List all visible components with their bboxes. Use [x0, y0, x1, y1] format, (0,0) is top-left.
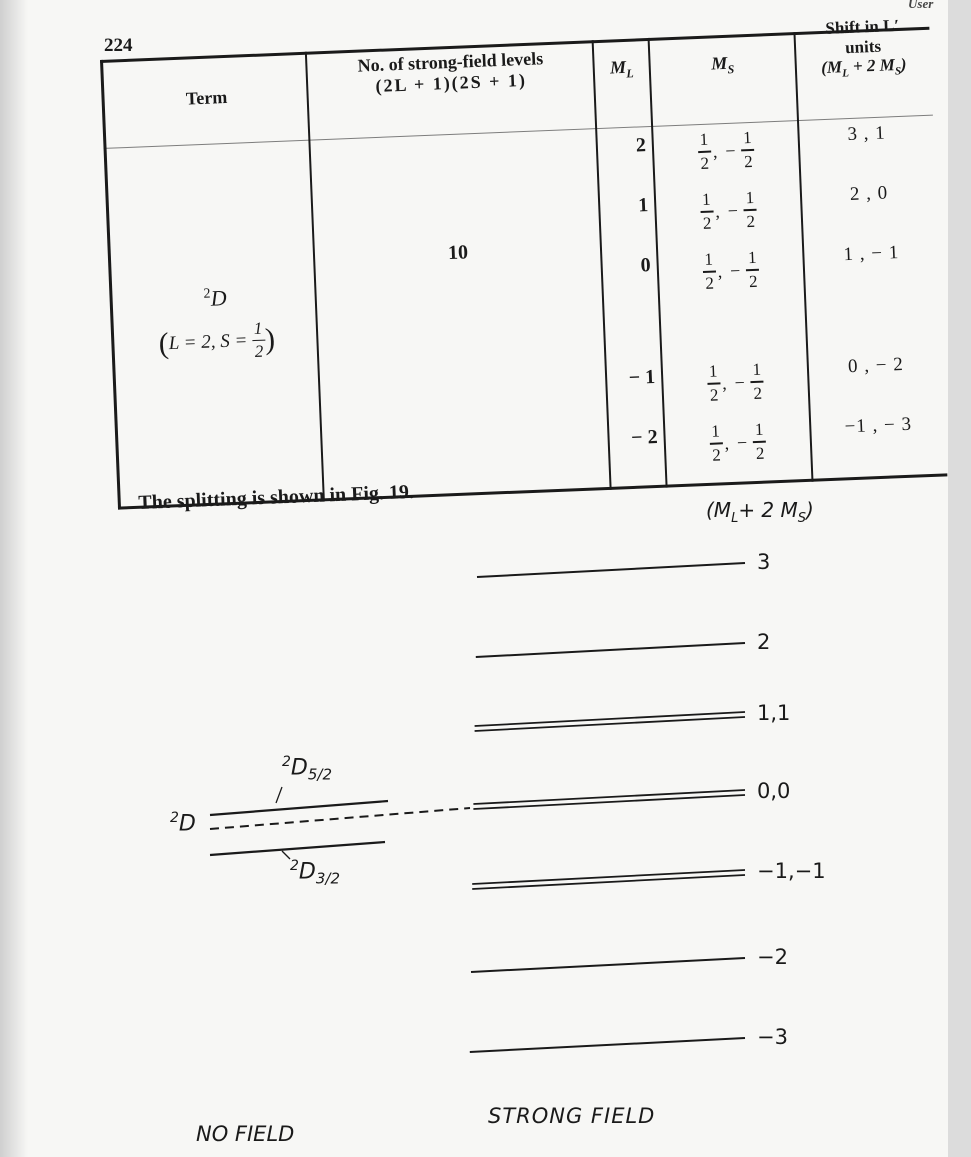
fraction-numerator: 1: [745, 188, 755, 208]
strong-field-level-line: [471, 958, 745, 972]
strong-field-level-label: 1,1: [757, 701, 791, 725]
header-shift-open: (M: [820, 57, 843, 78]
strong-field-label: STRONG FIELD: [488, 1104, 656, 1128]
corner-text: User: [908, 0, 934, 11]
header-levels-line1: No. of strong-field levels: [357, 48, 544, 76]
ms-minus: −: [736, 431, 748, 453]
axis-label-mid: + 2 M: [738, 498, 798, 522]
strong-field-level-line: [477, 563, 745, 577]
fraction-denominator: 2: [746, 211, 756, 231]
lower-sublevel-sup: 2: [290, 858, 299, 874]
header-shift-sub-s: S: [894, 65, 902, 78]
frac-num: 1: [253, 318, 263, 339]
fraction-numerator: 1: [742, 128, 753, 148]
fraction-numerator: 1: [754, 420, 764, 440]
fraction-numerator: 1: [710, 421, 721, 442]
ms-minus: −: [727, 200, 739, 221]
ms-minus: −: [724, 140, 736, 161]
upper-sublevel-label: [282, 754, 332, 784]
header-shift-sub-l: L: [842, 67, 850, 80]
no-field-term: [170, 810, 196, 836]
screen-edge-strip: [948, 0, 971, 1157]
lower-sublevel-label: [290, 858, 340, 888]
header-shift-line2: units: [844, 36, 882, 57]
term-condition-text: L = 2, S =: [168, 329, 248, 355]
strong-field-level-label: 0,0: [757, 779, 791, 803]
no-field-lower-level: [210, 842, 385, 855]
no-field-upper-level: [210, 801, 388, 815]
lower-sublevel-sub: 3/2: [315, 869, 341, 888]
ms-minus: −: [729, 260, 741, 281]
upper-sublevel-letter: D: [290, 755, 308, 781]
diagram-axis-label: [706, 498, 814, 526]
axis-label-sub-l: L: [731, 511, 739, 526]
shift-cell: 0 , − 2: [847, 353, 905, 378]
fraction-denominator: 2: [753, 383, 763, 403]
header-ml-sub: L: [626, 66, 634, 81]
shift-cell: 1 , − 1: [843, 242, 900, 266]
strong-field-level-label: 3: [757, 550, 771, 574]
fraction-denominator: 2: [709, 385, 719, 405]
no-field-sup: 2: [170, 810, 179, 826]
ms-comma: ,: [717, 260, 723, 282]
paren-close: ): [264, 322, 276, 356]
header-shift-line1: Shift in L′: [825, 15, 900, 38]
fraction-numerator: 1: [708, 361, 718, 382]
paren-open: (: [158, 326, 170, 361]
upper-sublevel-pointer: [276, 787, 282, 803]
fraction-denominator: 2: [748, 271, 758, 291]
ms-comma: ,: [721, 372, 728, 393]
fraction-numerator: 1: [752, 360, 762, 380]
strong-field-level-label: −1,−1: [757, 859, 826, 883]
fraction-denominator: 2: [704, 273, 715, 293]
shift-cell: −1 , − 3: [844, 413, 913, 438]
header-shift-close: ): [900, 54, 907, 74]
axis-label-sub-s: S: [797, 511, 807, 526]
fraction-denominator: 2: [711, 445, 722, 465]
header-ms-symbol: M: [710, 52, 728, 74]
fraction-numerator: 1: [701, 190, 711, 210]
strong-field-level-line: [470, 1038, 745, 1052]
upper-sublevel-sub: 5/2: [307, 765, 333, 784]
levels-count: 10: [447, 241, 469, 265]
upper-sublevel-sup: 2: [282, 754, 291, 770]
strong-field-level-label: −3: [757, 1025, 788, 1049]
fraction-numerator: 1: [704, 249, 714, 270]
header-term: Term: [185, 86, 228, 109]
no-field-label: NO FIELD: [196, 1122, 295, 1146]
term-letter: D: [210, 285, 228, 311]
fraction-denominator: 2: [755, 443, 765, 463]
figure-caption: The splitting is shown in Fig. 19.: [138, 480, 415, 514]
ml-cell: 0: [640, 254, 652, 277]
ml-cell: − 2: [630, 425, 659, 449]
header-ms-sub: S: [727, 62, 735, 77]
shift-cell: 2 , 0: [849, 182, 889, 206]
fraction-denominator: 2: [702, 213, 712, 233]
ml-cell: 1: [637, 194, 649, 217]
shift-cell: 3 , 1: [847, 122, 887, 146]
ml-cell: 2: [635, 134, 647, 157]
fraction-numerator: 1: [747, 248, 757, 268]
ms-comma: ,: [712, 140, 718, 162]
ml-cell: − 1: [628, 365, 656, 390]
lower-sublevel-pointer: [282, 851, 290, 859]
page-number: 224: [104, 35, 133, 56]
fraction-denominator: 2: [743, 151, 754, 171]
ms-minus: −: [734, 372, 746, 393]
axis-label-close: ): [806, 498, 814, 522]
frac-den: 2: [254, 342, 264, 362]
header-ml-symbol: M: [609, 56, 627, 78]
term-superscript: 2: [203, 286, 211, 302]
ms-comma: ,: [724, 432, 730, 453]
axis-label-open: (M: [706, 498, 732, 522]
header-levels-line2: (2L + 1)(2S + 1): [375, 69, 528, 96]
fraction-denominator: 2: [700, 153, 710, 173]
strong-field-level-label: −2: [757, 945, 788, 969]
ms-comma: ,: [714, 200, 721, 222]
strong-field-level-line: [476, 643, 745, 657]
no-field-letter: D: [178, 811, 196, 837]
fraction-numerator: 1: [699, 130, 709, 150]
strong-field-level-label: 2: [757, 630, 771, 654]
lower-sublevel-letter: D: [298, 859, 316, 885]
header-shift-mid: + 2 M: [848, 55, 896, 77]
